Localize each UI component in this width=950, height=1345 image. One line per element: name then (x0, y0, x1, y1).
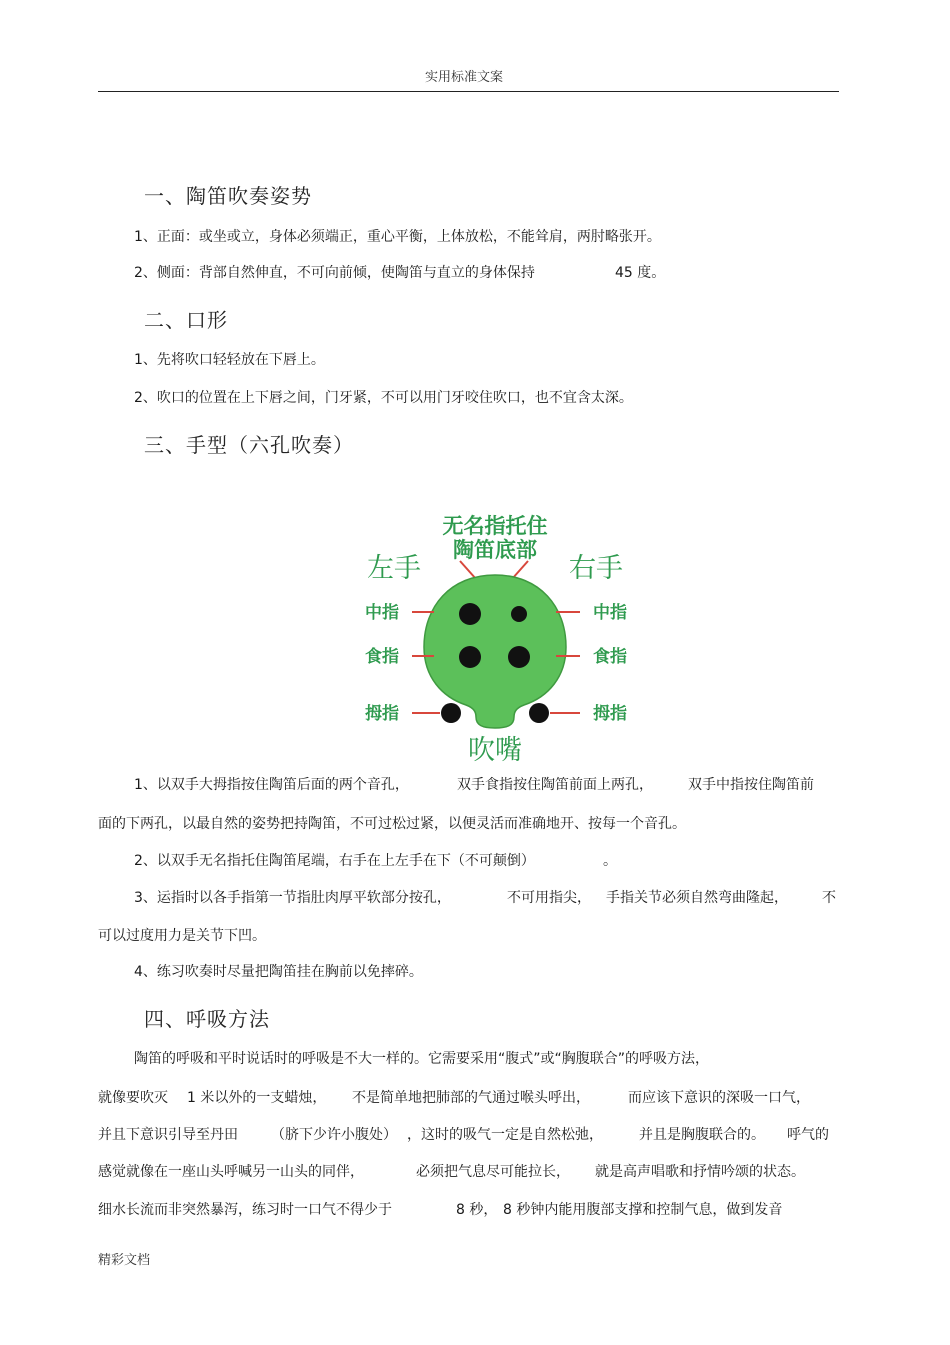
breathing-line-5-c: 8 秒钟内能用腹部支撑和控制气息，做到发音 (503, 1202, 783, 1218)
hole-left-thumb (441, 703, 461, 723)
diagram-label-mouthpiece: 吹嘴 (468, 735, 522, 766)
hole-left-middle (459, 603, 481, 625)
breathing-line-1: 陶笛的呼吸和平时说话时的呼吸是不大一样的。它需要采用“腹式”或“胸腹联合”的呼吸方法， (134, 1051, 710, 1067)
section-heading-breathing: 四、呼吸方法 (144, 1007, 270, 1031)
section-heading-hand: 三、手型（六孔吹奏） (144, 433, 354, 457)
breathing-line-5-a: 细水长流而非突然暴泻，练习时一口气不得少于 (98, 1202, 392, 1218)
diagram-label-left-middle: 中指 (365, 603, 399, 623)
hand-item-3-part-b: 不可用指尖， (507, 890, 591, 906)
diagram-label-ring-finger-support: 无名指托住 (442, 514, 548, 538)
hand-item-1-part-b: 双手食指按住陶笛前面上两孔， (457, 777, 653, 793)
header-divider (98, 91, 839, 92)
diagram-label-right-index: 食指 (593, 647, 627, 667)
hand-item-2-end: 。 (603, 853, 617, 869)
breathing-line-2-a: 就像要吹灭 (98, 1090, 168, 1106)
diagram-label-left-index: 食指 (365, 647, 399, 667)
pointer-left-ring (460, 561, 476, 579)
diagram-label-right-thumb: 拇指 (593, 704, 627, 724)
hole-right-middle (511, 606, 527, 622)
mouth-item-2: 2、吹口的位置在上下唇之间，门牙紧，不可以用门牙咬住吹口，也不宜含太深。 (134, 390, 633, 406)
hole-right-index (508, 646, 530, 668)
breathing-line-2-d: 而应该下意识的深吸一口气， (628, 1090, 810, 1106)
hand-item-2: 2、以双手无名指托住陶笛尾端，右手在上左手在下（不可颠倒） (134, 853, 535, 869)
section-heading-mouth: 二、口形 (144, 308, 228, 332)
mouth-item-1: 1、先将吹口轻轻放在下唇上。 (134, 352, 325, 368)
breathing-line-3-a: 并且下意识引导至丹田 (98, 1127, 238, 1143)
hand-item-1-part-c: 双手中指按住陶笛前 (688, 777, 814, 793)
posture-item-2-angle: 45 度。 (615, 265, 666, 281)
page-footer-text: 精彩文档 (98, 1253, 151, 1268)
hand-item-3-line-2: 可以过度用力是关节下凹。 (98, 928, 266, 944)
hand-item-4: 4、练习吹奏时尽量把陶笛挂在胸前以免摔碎。 (134, 964, 423, 980)
breathing-line-3-e: 呼气的 (787, 1127, 829, 1143)
breathing-line-3-d: 并且是胸腹联合的。 (639, 1127, 765, 1143)
diagram-label-left-thumb: 拇指 (365, 704, 399, 724)
diagram-label-right-hand: 右手 (569, 553, 623, 584)
hand-item-3-part-a: 3、运指时以各手指第一节指肚肉厚平软部分按孔， (134, 890, 451, 906)
diagram-label-right-middle: 中指 (593, 603, 627, 623)
ocarina-fingering-diagram (352, 505, 642, 767)
hole-left-index (459, 646, 481, 668)
hand-item-3-part-d: 不 (822, 890, 836, 906)
breathing-line-2-b: 1 米以外的一支蜡烛， (187, 1090, 327, 1106)
breathing-line-4-c: 就是高声唱歌和抒情吟颂的状态。 (595, 1164, 805, 1180)
posture-item-1: 1、正面：或坐或立，身体必须端正，重心平衡，上体放松，不能耸肩，两肘略张开。 (134, 229, 661, 245)
breathing-line-4-b: 必须把气息尽可能拉长， (416, 1164, 570, 1180)
hand-item-1-part-a: 1、以双手大拇指按住陶笛后面的两个音孔， (134, 777, 409, 793)
breathing-line-3-b: （脐下少许小腹处） (271, 1127, 397, 1143)
section-heading-posture: 一、陶笛吹奏姿势 (144, 184, 312, 208)
breathing-line-5-b: 8 秒， (456, 1202, 498, 1218)
pointer-right-ring (512, 561, 528, 579)
breathing-line-4-a: 感觉就像在一座山头呼喊另一山头的同伴， (98, 1164, 364, 1180)
breathing-line-3-c: ，这时的吸气一定是自然松弛， (407, 1127, 603, 1143)
diagram-label-ocarina-bottom: 陶笛底部 (453, 538, 537, 562)
breathing-line-2-c: 不是简单地把肺部的气通过喉头呼出， (352, 1090, 590, 1106)
hand-item-1-line-2: 面的下两孔，以最自然的姿势把持陶笛，不可过松过紧，以便灵活而准确地开、按每一个音孔。 (98, 816, 686, 832)
hole-right-thumb (529, 703, 549, 723)
page-header-title: 实用标准文案 (425, 70, 504, 85)
diagram-label-left-hand: 左手 (367, 553, 421, 584)
posture-item-2: 2、侧面：背部自然伸直，不可向前倾，使陶笛与直立的身体保持 (134, 265, 535, 281)
hand-item-3-part-c: 手指关节必须自然弯曲隆起， (606, 890, 788, 906)
